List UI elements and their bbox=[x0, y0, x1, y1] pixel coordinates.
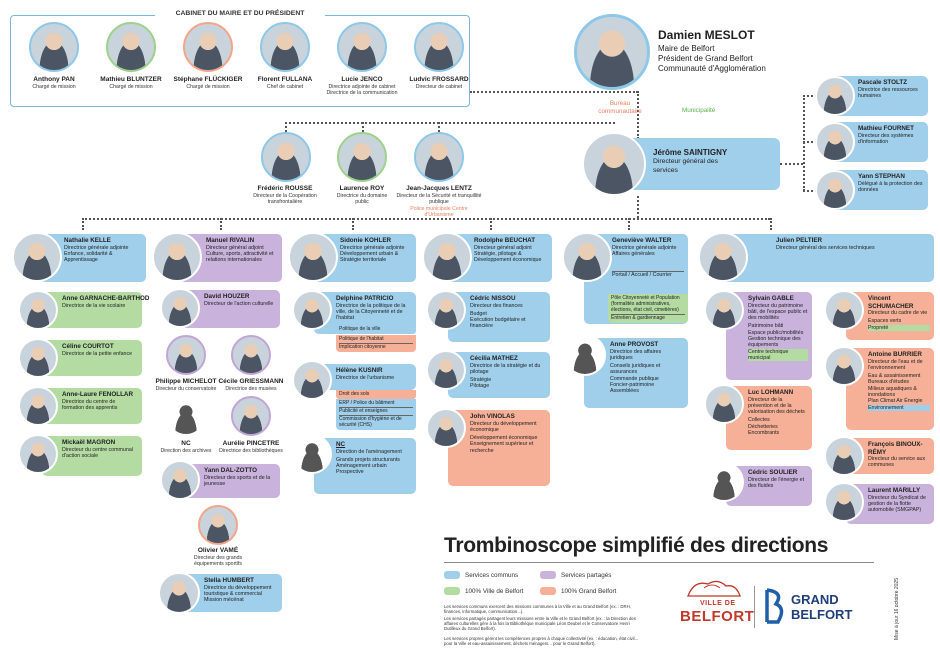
dga-role: Directrice générale adjointe Affaires générales bbox=[612, 244, 677, 257]
sub-item: Implication citoyenne bbox=[339, 344, 386, 350]
staff-name: Frédéric ROUSSE bbox=[257, 185, 313, 192]
connector bbox=[628, 218, 630, 230]
legend-swatch-communs bbox=[444, 571, 460, 579]
sub-item: Conseils juridiques et assurances bbox=[610, 363, 661, 376]
avatar bbox=[231, 335, 271, 375]
cabinet-name-5: Lucie JENCO bbox=[341, 76, 383, 83]
cabinet-name-6: Ludvic FROSSARD bbox=[409, 76, 469, 83]
connector bbox=[637, 196, 639, 218]
staff-name: Laurence ROY bbox=[339, 185, 385, 192]
sub-item: Environnement bbox=[868, 405, 930, 411]
label-municipalite: Municipalité bbox=[682, 107, 716, 114]
sub-item: Collectes bbox=[748, 417, 770, 424]
staff-name: Mathieu FOURNET bbox=[858, 125, 914, 132]
grand-belfort-logo-icon bbox=[764, 588, 786, 624]
connector bbox=[438, 122, 440, 132]
dir-role: Directrice de la stratégie et du pilotage bbox=[470, 362, 541, 375]
note-partages: Les services partagés partagent leurs missions entre la Ville et le Grand Belfort (ex. : la Direction des affaires culturelles gère à la fois la Bibliothèque municipale Léon Deubel et le Conservatoire Henri Dutilleux du Grand Belfort). bbox=[444, 616, 636, 632]
note-communs: Les services communs exercent des missions communes à la Ville et au Grand Belfort (ex. : DRH, finances, informatique, communication...). bbox=[444, 604, 631, 615]
legend-label: 100% Ville de Belfort bbox=[465, 588, 524, 595]
cabinet-name-2: Mathieu BLUNTZER bbox=[100, 76, 162, 83]
avatar bbox=[18, 338, 58, 378]
connector bbox=[352, 218, 354, 230]
staff-role: Directeur de la Sécurité et tranquillité publique bbox=[396, 193, 482, 206]
cabinet-role-5: Directrice adjointe de cabinet Directrice de la communication bbox=[326, 84, 398, 97]
dir-name: Mickaël MAGRON bbox=[62, 439, 116, 446]
update-note: Mise à jour 16 octobre 2025 bbox=[894, 578, 900, 640]
legend-label: Services partagés bbox=[561, 572, 612, 579]
avatar bbox=[292, 290, 332, 330]
dir-name: David HOUZER bbox=[204, 293, 250, 300]
sub-item: Gestion technique des équipements bbox=[748, 336, 801, 349]
sub-item: Entretien & gardiennage bbox=[611, 315, 665, 321]
dir-name: Céline COURTOT bbox=[62, 343, 114, 350]
sub-item: Publicité et enseignes bbox=[339, 408, 413, 416]
dga-role: Directeur général adjoint Culture, sports, attractivité et relations internationales bbox=[206, 244, 274, 264]
staff-extra: Police municipale Centre d'Urbanisme bbox=[410, 206, 468, 219]
dga-role: Directrice générale adjointe Enfance, solidarité & Apprentissage bbox=[64, 244, 129, 264]
sub-item: Pôle Citoyenneté et Population (formalités administratives, élections, état civil, cimetières) bbox=[611, 295, 685, 315]
sub-item: Plan Climat Air Énergie bbox=[868, 398, 923, 405]
avatar bbox=[426, 408, 466, 448]
legend-label: 100% Grand Belfort bbox=[561, 588, 617, 595]
sub-item: Espace public/mobilités bbox=[748, 329, 804, 336]
staff-role: Directrice du domaine public bbox=[336, 193, 388, 206]
dir-role: Directrice de la politique de la ville, de la Citoyenneté et de l'habitat bbox=[336, 302, 406, 322]
dir-name: Luc LOHMANN bbox=[748, 389, 794, 396]
staff-role: Directeur des systèmes d'information bbox=[858, 132, 914, 145]
dir-role: Directeur de l'eau et de l'environnement bbox=[868, 358, 923, 371]
avatar bbox=[824, 482, 864, 522]
avatar bbox=[18, 290, 58, 330]
sub-list bbox=[336, 326, 416, 334]
avatar bbox=[824, 436, 864, 476]
dir-name: Cédric SOULIER bbox=[748, 469, 798, 476]
sub-item: Aménagement urbain bbox=[336, 463, 387, 470]
dga-role: Directeur général adjoint Stratégie, pilotage & Développement économique bbox=[474, 244, 542, 264]
dir-role: Directrice des bibliothèques bbox=[219, 448, 283, 454]
dgs-name: Jérôme SAINTIGNY bbox=[653, 148, 728, 157]
sub-item: ERP / Police du bâtiment bbox=[339, 400, 413, 408]
avatar bbox=[160, 288, 200, 328]
dir-name: NC bbox=[181, 440, 191, 447]
avatar bbox=[152, 232, 202, 282]
sub-item: Stratégie bbox=[470, 377, 492, 384]
avatar bbox=[29, 22, 79, 72]
dir-name: Antoine BURRIER bbox=[868, 351, 922, 358]
connector bbox=[490, 218, 492, 230]
avatar bbox=[815, 76, 855, 116]
avatar bbox=[698, 232, 748, 282]
dir-name: Cécile GRIESSMANN bbox=[218, 378, 284, 385]
avatar bbox=[261, 132, 311, 182]
dir-name: Stella HUMBERT bbox=[204, 577, 255, 584]
staff-name: Pascale STOLTZ bbox=[858, 79, 908, 86]
legend-swatch-partages bbox=[540, 571, 556, 579]
staff-role: Directeur de la Coopération transfrontalière bbox=[253, 193, 317, 206]
staff-name: Jean-Jacques LENTZ bbox=[406, 185, 472, 192]
sub-item: Encombrants bbox=[748, 430, 780, 437]
sub-item: Commande publique bbox=[610, 375, 659, 382]
dir-name: NC bbox=[336, 441, 346, 448]
sub-item: Déchetteries bbox=[748, 423, 778, 430]
sub-list bbox=[336, 335, 416, 352]
legend-swatch-grand bbox=[540, 587, 556, 595]
mayor-line-1: Maire de Belfort bbox=[658, 44, 715, 53]
avatar bbox=[422, 232, 472, 282]
dir-role: Directeur du développement économique bbox=[470, 420, 537, 433]
connector bbox=[770, 218, 772, 230]
sub-item: Pilotage bbox=[470, 383, 490, 390]
staff-role: Directrice des ressources humaines bbox=[858, 86, 918, 99]
sub-item: Foncier-patrimoine bbox=[610, 382, 655, 389]
cabinet-role-4: Chef de cabinet bbox=[266, 84, 304, 90]
staff-name: Yann STEPHAN bbox=[858, 173, 905, 180]
page-title: Trombinoscope simplifié des directions bbox=[444, 534, 829, 557]
avatar bbox=[426, 290, 466, 330]
dir-name: Hélène KUSNIR bbox=[336, 367, 383, 374]
sub-list bbox=[336, 399, 416, 430]
dir-role: Directeur du Syndicat de gestion de la flotte automobile (SMGPAP) bbox=[868, 494, 927, 514]
dir-name: Anne GARNACHE-BARTHOD bbox=[62, 295, 150, 302]
connector bbox=[803, 95, 805, 191]
dga-name: Julien PELTIER bbox=[776, 237, 823, 244]
sub-list bbox=[336, 390, 416, 399]
sub-item: Grands projets structurants bbox=[336, 456, 400, 463]
logo-separator bbox=[754, 586, 755, 628]
avatar bbox=[231, 396, 271, 436]
avatar-placeholder bbox=[564, 334, 606, 376]
avatar bbox=[260, 22, 310, 72]
dir-role: Directeur des sports et de la jeunesse bbox=[204, 474, 271, 487]
dir-role: Directrice des affaires juridiques bbox=[610, 348, 662, 361]
avatar bbox=[414, 132, 464, 182]
connector bbox=[220, 218, 222, 230]
dir-name: Aurélie PINCETRE bbox=[222, 440, 280, 447]
avatar bbox=[292, 360, 332, 400]
sub-item: Politique de l'habitat bbox=[339, 336, 413, 344]
dir-name: John VINOLAS bbox=[470, 413, 515, 420]
avatar bbox=[815, 170, 855, 210]
lion-logo-icon bbox=[684, 576, 744, 598]
avatar bbox=[106, 22, 156, 72]
cabinet-role-6: Directeur de cabinet bbox=[415, 84, 463, 90]
sub-item: Commission d'hygiène et de sécurité (CHS) bbox=[339, 416, 402, 428]
sub-item: Portail / Accueil / Courrier bbox=[612, 271, 684, 278]
cabinet-role-3: Chargé de mission bbox=[186, 84, 230, 90]
legend-swatch-ville bbox=[444, 587, 460, 595]
avatar bbox=[18, 386, 58, 426]
sub-item: Espaces verts bbox=[868, 318, 902, 325]
mayor-line-3: Communauté d'Agglomération bbox=[658, 64, 766, 73]
title-underline bbox=[444, 562, 874, 563]
avatar bbox=[562, 232, 612, 282]
sub-item: Développement économique bbox=[470, 435, 538, 442]
cabinet-name-3: Stéphane FLÜCKIGER bbox=[173, 76, 243, 83]
avatar-placeholder bbox=[166, 396, 206, 436]
avatar bbox=[815, 122, 855, 162]
avatar bbox=[12, 232, 62, 282]
dir-name: Laurent MARILLY bbox=[868, 487, 921, 494]
sub-list bbox=[608, 294, 688, 323]
sub-item: Politique de la ville bbox=[339, 326, 381, 332]
dir-role: Directeur des finances bbox=[470, 302, 523, 309]
dir-role: Directrice de la petite enfance bbox=[62, 350, 133, 357]
dir-role: Directeur de la prévention et de la valorisation des déchets bbox=[748, 396, 805, 416]
connector bbox=[285, 122, 287, 132]
legend-label: Services communs bbox=[465, 572, 519, 579]
dir-name: Anne PROVOST bbox=[610, 341, 659, 348]
dir-role: Directeur de l'action culturelle bbox=[204, 300, 274, 307]
avatar bbox=[166, 335, 206, 375]
dir-role: Directeur du conservatoire bbox=[155, 386, 217, 392]
dgs-role: Directeur général des services bbox=[653, 158, 718, 174]
avatar bbox=[18, 434, 58, 474]
dir-name: Cécilia MATHEZ bbox=[470, 355, 518, 362]
connector bbox=[82, 218, 84, 230]
dga-name: Rodolphe BEUCHAT bbox=[474, 237, 536, 244]
cabinet-title: CABINET DU MAIRE ET DU PRÉSIDENT bbox=[155, 10, 325, 17]
sub-item: Prospective bbox=[336, 469, 364, 476]
avatar bbox=[198, 505, 238, 545]
sub-item: Propreté bbox=[868, 325, 930, 331]
sub-item: Enseignement supérieur et recherche bbox=[470, 441, 534, 454]
dir-name: François BINOUX-RÉMY bbox=[868, 441, 923, 456]
sub-item: Centre technique municipal bbox=[748, 349, 808, 362]
cabinet-role-2: Chargé de mission bbox=[109, 84, 153, 90]
sub-item: Budget bbox=[470, 310, 487, 317]
mayor-photo bbox=[574, 14, 650, 90]
sub-item: Milieux aquatiques & inondations bbox=[868, 385, 917, 399]
dir-role: Directrice de la vie scolaire bbox=[62, 302, 126, 309]
dir-role: Direction de l'aménagement bbox=[336, 448, 402, 455]
mayor-name: Damien MESLOT bbox=[658, 28, 755, 42]
dir-role: Directrice du développement touristique & commercial Mission mécénat bbox=[204, 584, 272, 604]
dga-role: Directeur général des services techniques bbox=[776, 244, 875, 251]
avatar bbox=[160, 460, 200, 500]
avatar-placeholder bbox=[292, 434, 332, 474]
cabinet-role-1: Chargé de mission bbox=[32, 84, 76, 90]
connector bbox=[470, 91, 638, 93]
cabinet-name-1: Anthony PAN bbox=[33, 76, 75, 83]
dga-card-peltier bbox=[722, 234, 934, 282]
dir-name: Yann DAL-ZOTTO bbox=[204, 467, 258, 474]
dga-name: Geneviève WALTER bbox=[612, 237, 672, 244]
dir-name: Sylvain GABLE bbox=[748, 295, 794, 302]
dga-role: Directrice générale adjointe Développement urbain & Stratégie territoriale bbox=[340, 244, 405, 264]
dir-name: Philippe MICHELOT bbox=[155, 378, 217, 385]
cabinet-name-4: Florent FULLANA bbox=[257, 76, 313, 83]
connector bbox=[362, 122, 364, 132]
connector bbox=[285, 122, 615, 124]
dir-role: Directeur de l'énergie et des fluides bbox=[748, 476, 805, 489]
dir-role: Directrice des musées bbox=[225, 386, 277, 392]
dgs-photo bbox=[582, 132, 646, 196]
dir-role: Directrice du centre de formation des apprentis bbox=[62, 398, 118, 411]
avatar bbox=[824, 290, 864, 330]
sub-item: Bureaux d'études bbox=[868, 379, 910, 386]
dir-role: Directeur du cadre de vie bbox=[868, 310, 928, 317]
connector bbox=[780, 163, 803, 165]
dir-role: Directrice de l'urbanisme bbox=[336, 374, 395, 381]
dir-role: Directeur du centre communal d'action sociale bbox=[62, 446, 133, 459]
avatar bbox=[183, 22, 233, 72]
sub-item: Assemblées bbox=[610, 388, 639, 395]
dir-role: Direction des archives bbox=[160, 448, 212, 454]
sub-item: Eau & assainissement bbox=[868, 373, 921, 380]
logo-ville-top: VILLE DE bbox=[700, 600, 736, 607]
avatar bbox=[337, 22, 387, 72]
avatar-placeholder bbox=[704, 462, 744, 502]
sub-item: Patrimoine bâti bbox=[748, 323, 784, 330]
dga-name: Manuel RIVALIN bbox=[206, 237, 255, 244]
note-propres: Les services propres gèrent les compétences propres à chaque collectivité (ex. : éducation, état civil... pour la Ville et eau-assainissement, déchets ménagers... pour le Grand Belfort). bbox=[444, 636, 639, 647]
logo-belfort: BELFORT bbox=[791, 607, 853, 622]
dga-name: Sidonie KOHLER bbox=[340, 237, 392, 244]
connector bbox=[82, 218, 770, 220]
avatar bbox=[337, 132, 387, 182]
dir-name: Anne-Laure FENOLLAR bbox=[62, 391, 134, 398]
avatar bbox=[704, 384, 744, 424]
label-bureau: Bureau communautaire bbox=[598, 100, 642, 115]
dga-name: Nathalie KELLE bbox=[64, 237, 111, 244]
sub-item: Droit des sols bbox=[339, 391, 370, 397]
dir-role: Directeur du service aux communes bbox=[868, 456, 926, 469]
dir-role: Directeur du patrimoine bâti, de l'espace public et des mobilités bbox=[748, 302, 808, 322]
avatar bbox=[414, 22, 464, 72]
staff-role: Délégué à la protection des données bbox=[858, 180, 923, 193]
mayor-line-2: Président de Grand Belfort bbox=[658, 54, 753, 63]
dir-name: Cédric NISSOU bbox=[470, 295, 516, 302]
avatar bbox=[704, 290, 744, 330]
dir-name: Vincent SCHUMACHER bbox=[868, 295, 914, 310]
avatar bbox=[824, 346, 864, 386]
sub-item: Exécution budgétaire et financière bbox=[470, 317, 526, 330]
avatar bbox=[426, 350, 466, 390]
avatar bbox=[288, 232, 338, 282]
dir-role: Directeur des grands équipements sportifs bbox=[193, 555, 243, 568]
logo-grand: GRAND bbox=[791, 592, 839, 607]
avatar bbox=[158, 572, 200, 614]
dir-name: Olivier VAMÉ bbox=[197, 547, 239, 554]
dir-name: Delphine PATRICIO bbox=[336, 295, 394, 302]
logo-ville-bottom: BELFORT bbox=[680, 608, 755, 625]
